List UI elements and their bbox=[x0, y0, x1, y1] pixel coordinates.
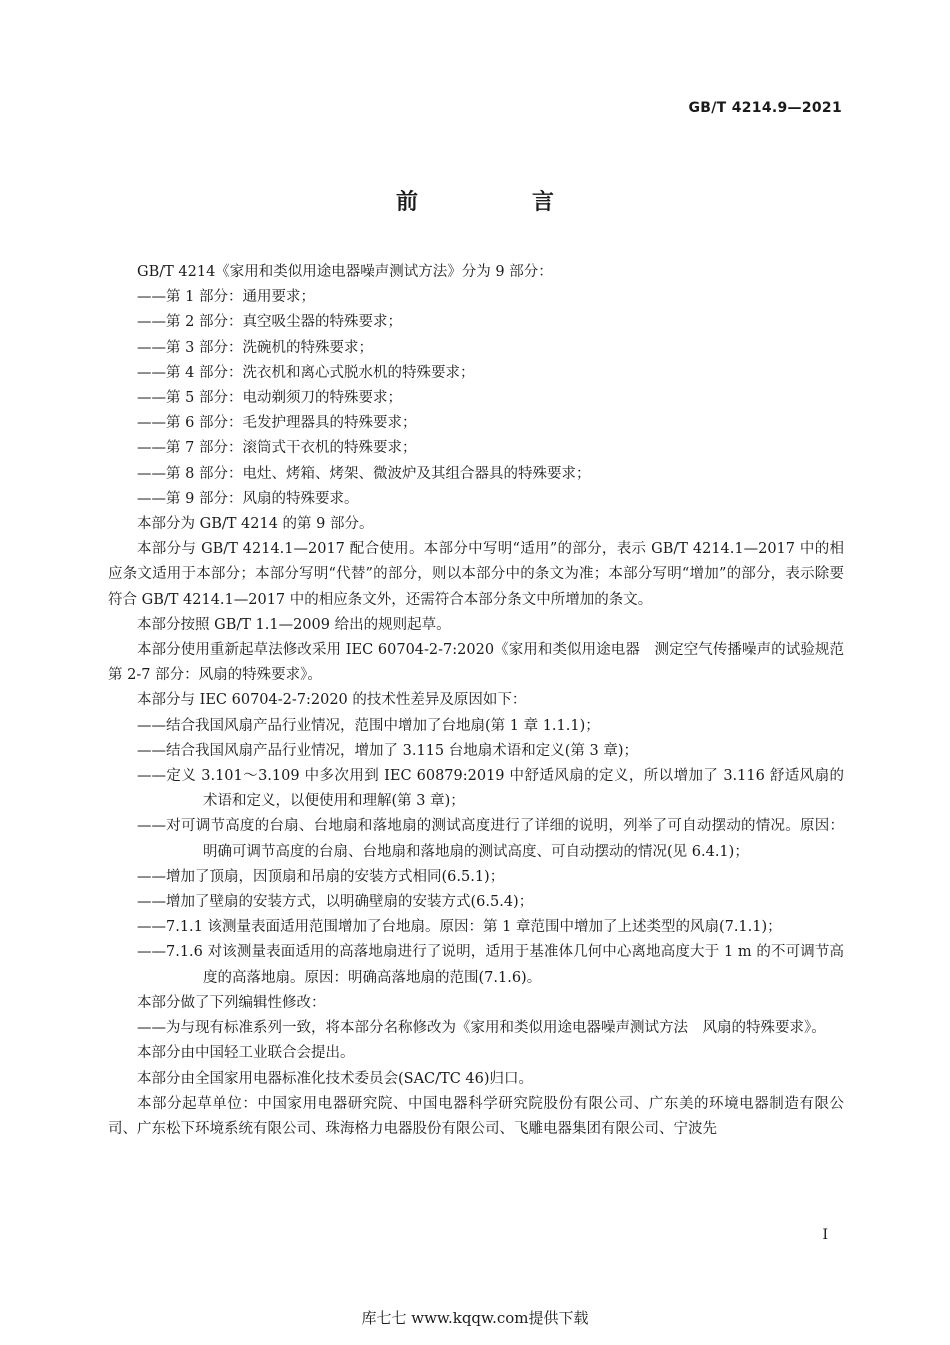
drafters-paragraph: 本部分起草单位：中国家用电器研究院、中国电器科学研究院股份有限公司、广东美的环境电器制造有限公司、广东松下环境系统有限公司、珠海格力电器股份有限公司、飞雕电器集团有限公司、宁波先 bbox=[108, 1095, 844, 1137]
difference-item: ——定义 3.101～3.109 中多次用到 IEC 60879:2019 中舒适风扇的定义，所以增加了 3.116 舒适风扇的术语和定义，以便使用和理解(第 3 章)； bbox=[137, 768, 844, 810]
list-item: ——第 1 部分：通用要求； bbox=[137, 289, 315, 306]
editorial-intro: 本部分做了下列编辑性修改： bbox=[137, 994, 326, 1011]
part-of-paragraph: 本部分为 GB/T 4214 的第 9 部分。 bbox=[137, 516, 374, 533]
list-item: ——第 9 部分：风扇的特殊要求。 bbox=[137, 490, 359, 507]
difference-item: ——增加了顶扇，因顶扇和吊扇的安装方式相同(6.5.1)； bbox=[137, 868, 505, 885]
page-title: 前 言 bbox=[395, 190, 600, 215]
list-item: ——第 6 部分：毛发护理器具的特殊要求； bbox=[137, 415, 417, 432]
download-watermark: 库七七 www.kqqw.com提供下载 bbox=[361, 1309, 589, 1327]
list-item: ——第 3 部分：洗碗机的特殊要求； bbox=[137, 339, 373, 356]
list-item: ——第 2 部分：真空吸尘器的特殊要求； bbox=[137, 314, 402, 331]
centralized-paragraph: 本部分由全国家用电器标准化技术委员会(SAC/TC 46)归口。 bbox=[137, 1070, 534, 1087]
standard-code: GB/T 4214.9—2021 bbox=[688, 100, 842, 116]
list-item: ——第 5 部分：电动剃须刀的特殊要求； bbox=[137, 390, 402, 407]
adoption-paragraph: 本部分使用重新起草法修改采用 IEC 60704-2-7:2020《家用和类似用途电器 测定空气传播噪声的试验规范 第 2-7 部分：风扇的特殊要求》。 bbox=[108, 642, 859, 684]
list-item: ——第 8 部分：电灶、烤箱、烤架、微波炉及其组合器具的特殊要求； bbox=[137, 465, 591, 482]
drafting-rule-paragraph: 本部分按照 GB/T 1.1—2009 给出的规则起草。 bbox=[137, 616, 451, 633]
difference-item: ——7.1.6 对该测量表面适用的高落地扇进行了说明，适用于基准体几何中心离地高度大于 1 m 的不可调节高度的高落地扇。原因：明确高落地扇的范围(7.1.6)。 bbox=[137, 944, 844, 986]
differences-intro: 本部分与 IEC 60704-2-7:2020 的技术性差异及原因如下： bbox=[137, 692, 527, 709]
difference-item: ——增加了壁扇的安装方式，以明确壁扇的安装方式(6.5.4)； bbox=[137, 894, 534, 911]
difference-item: ——结合我国风扇产品行业情况，范围中增加了台地扇(第 1 章 1.1.1)； bbox=[137, 717, 600, 734]
difference-item: ——7.1.1 该测量表面适用范围增加了台地扇。原因：第 1 章范围中增加了上述类型的风扇(7.1.1)； bbox=[137, 919, 782, 936]
difference-item: ——结合我国风扇产品行业情况，增加了 3.115 台地扇术语和定义(第 3 章)； bbox=[137, 742, 638, 759]
intro-paragraph: GB/T 4214《家用和类似用途电器噪声测试方法》分为 9 部分： bbox=[137, 264, 553, 280]
proposed-paragraph: 本部分由中国轻工业联合会提出。 bbox=[137, 1045, 355, 1062]
difference-item: ——对可调节高度的台扇、台地扇和落地扇的测试高度进行了详细的说明，列举了可自动摆动的情况。原因：明确可调节高度的台扇、台地扇和落地扇的测试高度、可自动摆动的情况(见 6.4.1)； bbox=[137, 818, 844, 860]
document-body bbox=[108, 260, 859, 1142]
list-item: ——第 7 部分：滚筒式干衣机的特殊要求； bbox=[137, 440, 417, 457]
use-with-paragraph: 本部分与 GB/T 4214.1—2017 配合使用。本部分中写明“适用”的部分，表示 GB/T 4214.1—2017 中的相应条文适用于本部分；本部分写明“代替”的部分，则以本部分中的条文为准；本部分写明“增加”的部分，表示除要符合 GB/T 4214.1—2017 中的相应条文外，还需符合本部分条文中所增加的条文。 bbox=[108, 541, 844, 608]
page-number: I bbox=[822, 1227, 828, 1243]
editorial-item: ——为与现有标准系列一致，将本部分名称修改为《家用和类似用途电器噪声测试方法 风扇的特殊要求》。 bbox=[137, 1020, 826, 1037]
list-item: ——第 4 部分：洗衣机和离心式脱水机的特殊要求； bbox=[137, 364, 475, 381]
